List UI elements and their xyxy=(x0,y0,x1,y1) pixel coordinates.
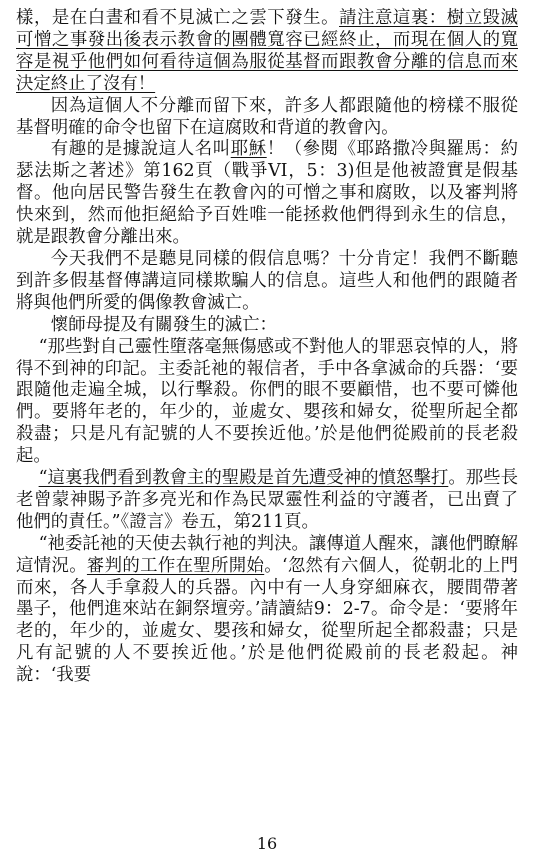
text-segment: ！（參閱《耶路撒冷與羅馬：約瑟法斯之著述》第162頁（戰爭VI，5：3)但是他被證實是假基督。他向居民警告發生在教會內的可憎之事和腐敗，以及審判將快來到，然而他拒絕給予百姓唯一能拯救他們得到永生的信息，就是跟教會分離出來。 xyxy=(16,139,518,248)
text-segment: 樣，是在白晝和看不見滅亡之雲下發生。 xyxy=(16,8,340,28)
text-segment: 因為這個人不分離而留下來，許多人都跟隨他的榜樣不服從基督明確的命令也留下在這腐敗和背道的教會內。 xyxy=(16,95,518,138)
underlined-text: “這裏我們看到教會主的聖殿是首先遭受神的憤怒擊打 xyxy=(38,468,449,489)
underlined-text: 請注意這裏：樹立毀滅可憎之事發出後表示教會的團體寬容已經終止，而現在個人的寬容是視乎他們如何看待這個為服從基督而跟教會分離的信息而來決定終止了沒有！ xyxy=(16,8,518,94)
text-segment: “那些對自己靈性墮落毫無傷感或不對他人的罪惡哀悼的人，將得不到神的印記。主委託祂的報信者，手中各拿滅命的兵器：‘要跟隨他走遍全城，以行擊殺。你們的眼不要顧惜，也不要可憐他們。要將年老的，年少的，並處女、嬰孩和婦女，從聖所起全都殺盡；只是凡有記號的人不要挨近他。’於是他們從殿前的長老殺起。 xyxy=(16,336,518,467)
paragraph xyxy=(16,337,518,468)
underlined-text: 審判的工作在聖所開始 xyxy=(86,555,265,576)
text-segment: “祂委託祂的天使去執行祂的判決。讓傳道人醒來，讓他們瞭解這情況。 xyxy=(16,533,518,576)
paragraph xyxy=(16,96,518,140)
paragraph xyxy=(16,249,518,315)
body-text xyxy=(16,8,518,687)
paragraph xyxy=(16,139,518,249)
paragraph xyxy=(16,8,518,96)
underlined-text: 耶穌 xyxy=(230,139,267,160)
text-segment: 。‘忽然有六個人，從朝北的上門而來，各人手拿殺人的兵器。內中有一人身穿細麻衣，腰間帶著墨子，他們進來站在銅祭壇旁。’請讀結9：2-7。命令是：‘要將年老的，年少的，並處女、嬰孩和婦女，從聖所起全都殺盡；只是凡有記號的人不要挨近他。’於是他們從殿前的長老殺起。神說：‘我要 xyxy=(16,555,518,686)
paragraph xyxy=(16,315,518,337)
text-segment: 懷師母提及有關發生的滅亡： xyxy=(50,314,277,335)
text-segment: 。那些長老曾蒙神賜予許多亮光和作為民眾靈性利益的守護者，已出賣了他們的責任。”《證言》卷五，第211頁。 xyxy=(16,468,518,532)
text-segment: 有趣的是據說這人名叫 xyxy=(50,139,231,160)
page-number: 16 xyxy=(256,834,278,853)
paragraph xyxy=(16,534,518,687)
text-segment: 今天我們不是聽見同樣的假信息嗎？十分肯定！我們不斷聽到許多假基督傳講這同樣欺騙人的信息。這些人和他們的跟隨者將與他們所愛的偶像教會滅亡。 xyxy=(16,248,518,313)
paragraph xyxy=(16,468,518,534)
